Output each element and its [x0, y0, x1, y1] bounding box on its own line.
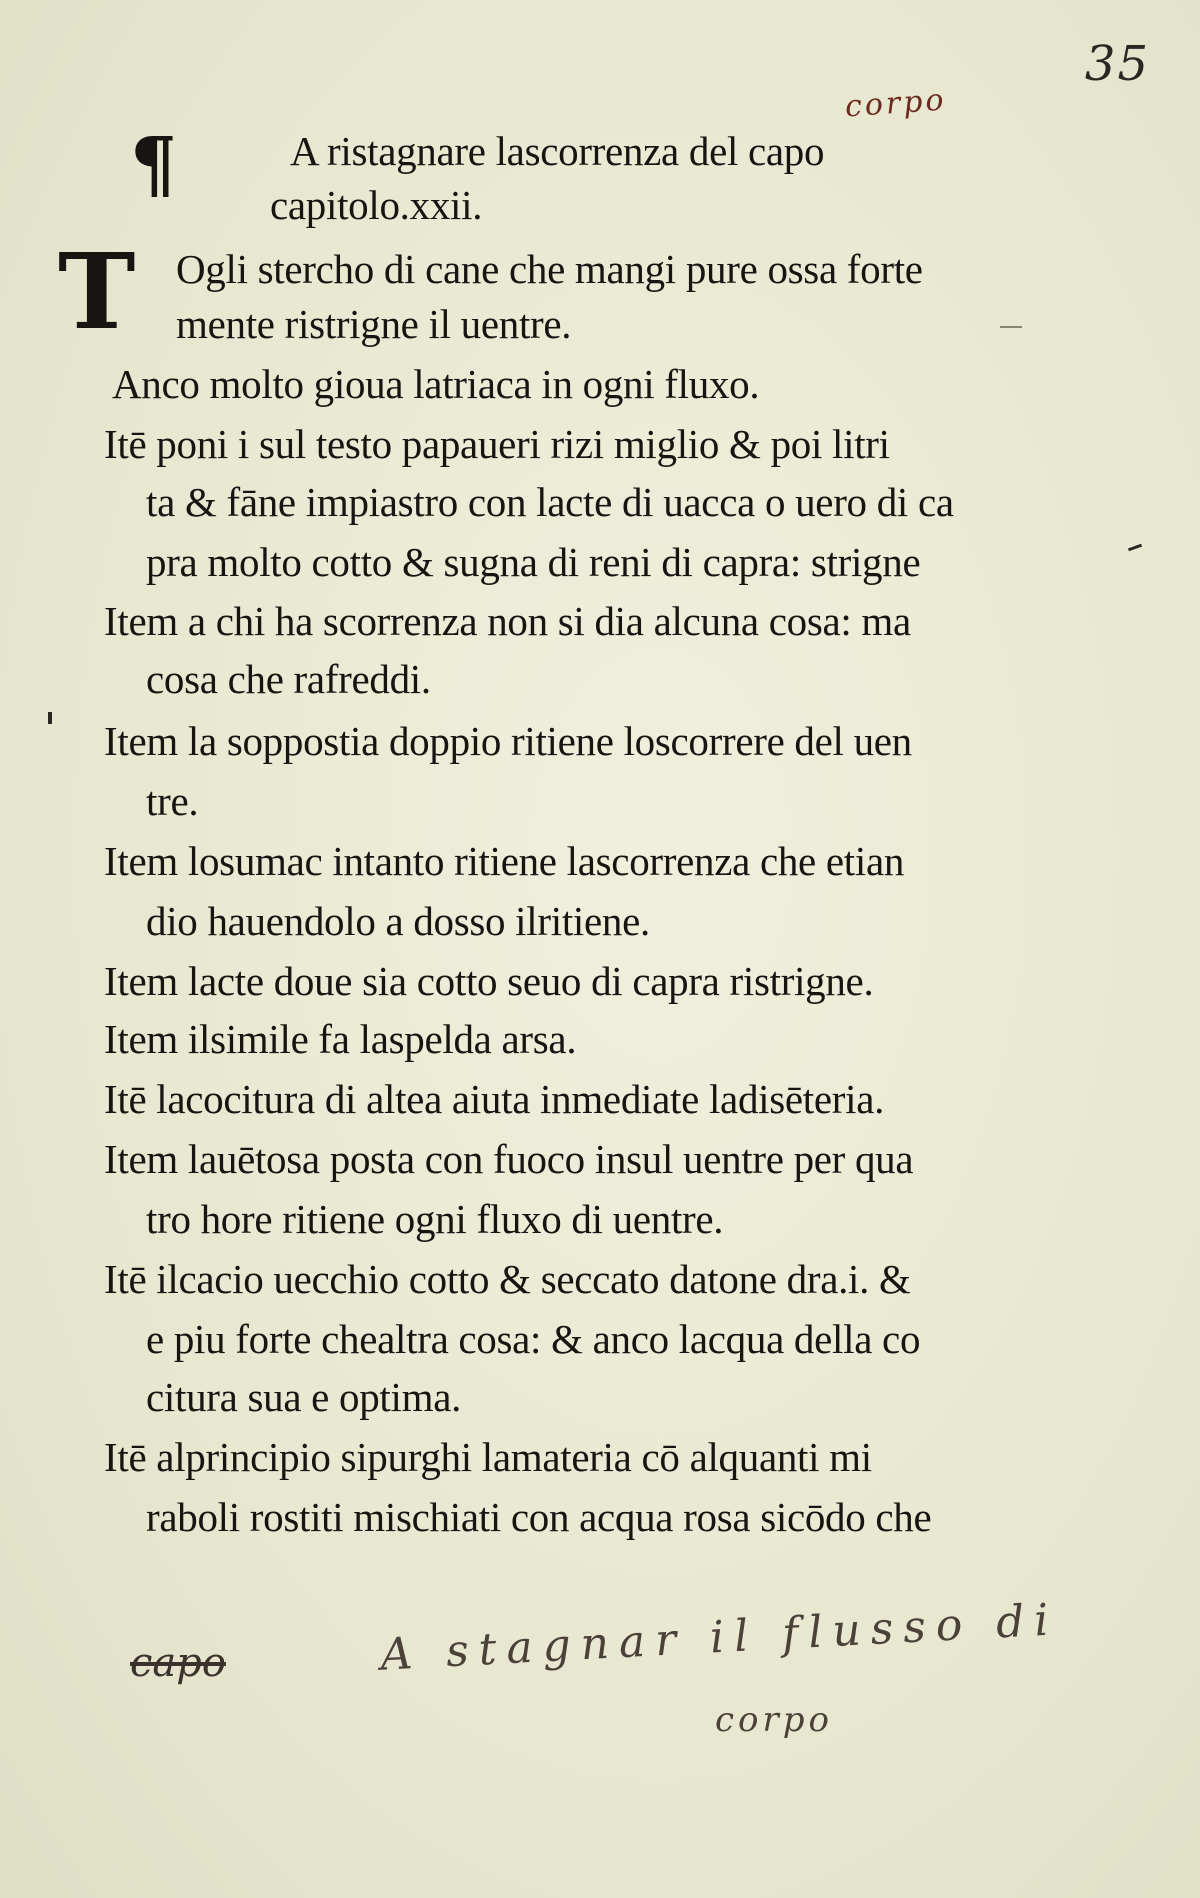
- text-line: Item a chi ha scorrenza non si dia alcuna cosa: ma: [104, 598, 911, 644]
- text-line: Itē poni i sul testo papaueri rizi miglio & poi litri: [104, 421, 890, 467]
- handwritten-note-below: corpo: [715, 1700, 833, 1740]
- text-line: raboli rostiti mischiati con acqua rosa sicōdo che: [146, 1494, 932, 1540]
- ink-speck: [1128, 544, 1142, 552]
- text-line: pra molto cotto & sugna di reni di capra: strigne: [146, 539, 921, 585]
- text-line: Itē ilcacio uecchio cotto & seccato datone dra.i. &: [104, 1256, 911, 1302]
- ink-speck: [48, 712, 52, 724]
- text-line: mente ristrigne il uentre.: [176, 301, 572, 347]
- decorated-initial: T: [58, 230, 136, 353]
- text-line: cosa che rafreddi.: [146, 656, 431, 702]
- text-line: tre.: [146, 778, 199, 824]
- text-line: Item lacte doue sia cotto seuo di capra ristrigne.: [104, 958, 874, 1004]
- ink-speck: [1000, 326, 1022, 328]
- chapter-subtitle: capitolo.xxii.: [270, 182, 483, 228]
- text-line: Itē alprincipio sipurghi lamateria cō alquanti mi: [104, 1434, 872, 1480]
- text-line: Item la soppostia doppio ritiene loscorrere del uen: [104, 718, 912, 764]
- text-line: dio hauendolo a dosso ilritiene.: [146, 898, 650, 944]
- text-line: Item losumac intanto ritiene lascorrenza che etian: [104, 838, 905, 884]
- pilcrow-mark: ¶: [130, 122, 178, 208]
- text-line: Item ilsimile fa laspelda arsa.: [104, 1016, 577, 1062]
- text-line: tro hore ritiene ogni fluxo di uentre.: [146, 1196, 724, 1242]
- text-line: Itē lacocitura di altea aiuta inmediate ladisēteria.: [104, 1076, 885, 1122]
- text-line: Anco molto gioua latriaca in ogni fluxo.: [112, 361, 760, 407]
- handwritten-struck-word: capo: [130, 1640, 226, 1686]
- text-line: citura sua e optima.: [146, 1374, 462, 1420]
- text-line: e piu forte chealtra cosa: & anco lacqua della co: [146, 1316, 921, 1362]
- chapter-title: A ristagnare lascorrenza del capo: [290, 128, 825, 174]
- text-line: ta & fāne impiastro con lacte di uacca o uero di ca: [146, 479, 954, 525]
- handwritten-note: A stagnar il flusso di: [379, 1594, 1060, 1681]
- text-line: Item lauētosa posta con fuoco insul uentre per qua: [104, 1136, 914, 1182]
- folio-number: 35: [1084, 36, 1150, 92]
- margin-note-top: corpo: [843, 82, 948, 125]
- text-line: Ogli stercho di cane che mangi pure ossa forte: [176, 246, 923, 292]
